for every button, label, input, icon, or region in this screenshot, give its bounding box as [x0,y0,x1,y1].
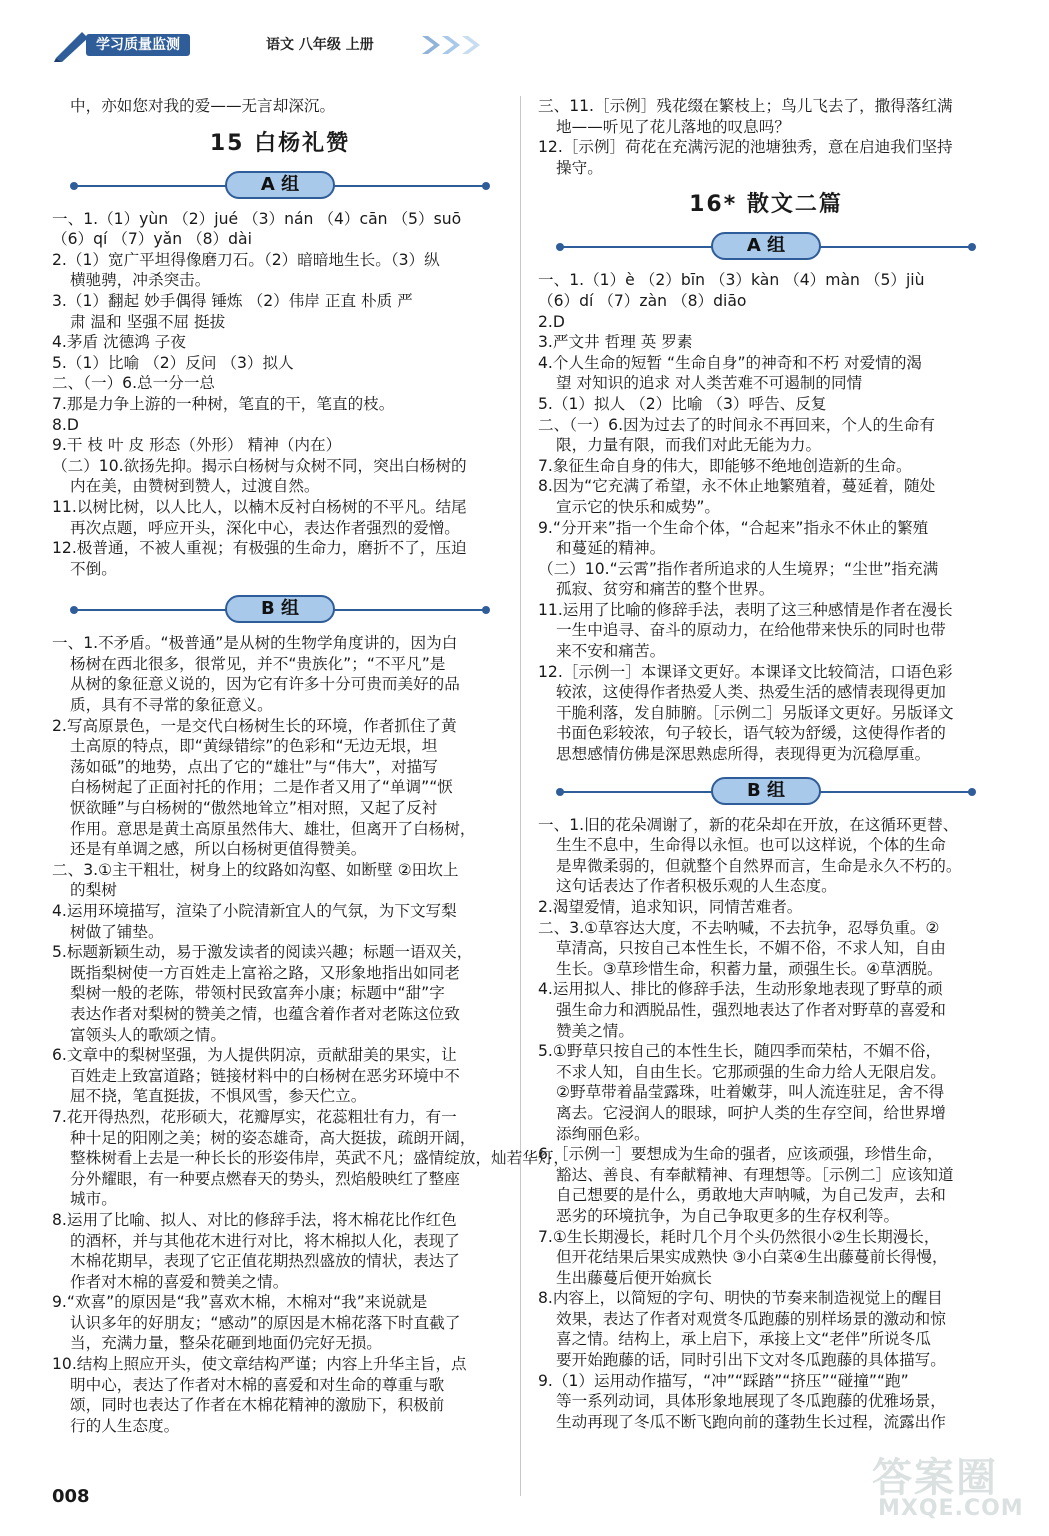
answer-line: 当，充满力量，整朵花砸到地面仍完好无损。 [70,1334,382,1353]
answer-line: 内在美，由赞树到赞人，过渡自然。 [70,477,320,496]
answer-line: 不求人知，自由生长。它那顽强的生命力给人无限启发。 [556,1062,946,1081]
answer-line: 10.结构上照应开头，使文章结构严谨；内容上升华主旨，点 [52,1355,467,1374]
answer-line: 作者对木棉的喜爱和赞美之情。 [70,1272,289,1291]
answer-line: 种十足的阳刚之美；树的姿态雄奇，高大挺拔，疏朗开阔， [70,1128,476,1147]
answer-line: 木棉花期早，表现了它正值花期热烈盛放的情状，表达了 [70,1252,460,1271]
running-header [52,28,452,62]
answer-line: 一、1.（1）yùn （2）jué （3）nán （4）cān （5）suō [52,209,462,228]
group-a-header [52,171,508,201]
answer-line: 5.标题新颖生动，易于激发读者的阅读兴趣；标题一语双关， [52,943,473,962]
right-group-a-answers [538,270,994,764]
answer-line: 树做了铺垫。 [70,922,164,941]
answer-line: 5.①野草只按自己的本性生长，随四季而荣枯，不媚不俗， [538,1042,942,1061]
group-b-header [52,595,508,625]
answer-line: 喜之情。结构上，承上启下，承接上文“老伴”所说冬瓜 [556,1330,931,1349]
answer-line: 要开始跑藤的话，同时引出下文对冬瓜跑藤的具体描写。 [556,1351,946,1370]
answer-line: 一生中追寻、奋斗的原动力，在给他带来快乐的同时也带 [556,621,946,640]
answer-line: 12.极普通，不被人重视；有极强的生命力，磨折不了，压迫 [52,539,467,558]
answer-line: 荡如砥”的地势，点出了它的“雄壮”与“伟大”，对描写 [70,757,438,776]
answer-line: 这句话表达了作者积极乐观的人生态度。 [556,877,837,896]
series-title: 学习质量监测 [86,34,190,56]
watermark-url: MXQE.COM [878,1496,1024,1521]
answer-line: 是卑微柔弱的，但就整个自然界而言，生命是永久不朽的。 [556,856,962,875]
answer-line: 二、（一）6.总一分一总 [52,374,216,393]
answer-line: 8.D [52,415,79,434]
answer-line: 一、1.（1）è （2）bīn （3）kàn （4）màn （5）jiù [538,271,925,290]
answer-line: 6.［示例一］要想成为生命的强者，应该顽强，珍惜生命， [538,1145,943,1164]
answer-line: 作用。意思是黄土高原虽然伟大、雄壮，但离开了白杨树， [70,819,476,838]
answer-line: 11.运用了比喻的修辞手法，表明了这三种感情是作者在漫长 [538,600,953,619]
answer-line: 生出藤蔓后便开始疯长 [556,1268,712,1287]
right-continued-answers [538,96,994,178]
answer-line: 思想感情仿佛是深思熟虑所得，表现得更为沉稳厚重。 [556,745,931,764]
group-b-header [538,777,994,807]
answer-line: 梨树一般的老陈，带领村民致富奔小康；标题中“甜”字 [70,984,445,1003]
answer-line: 草清高，只按自己本性生长，不媚不俗，不求人知，自由 [556,939,946,958]
answer-line: 来不安和痛苦。 [556,642,666,661]
answer-line: 还是有单调之感，所以白杨树更值得赞美。 [70,840,367,859]
answer-line: 赞美之情。 [556,1021,634,1040]
answer-line: 9.“分开来”指一个生命个体，“合起来”指永不休止的繁殖 [538,518,929,537]
column-divider [520,96,521,1496]
answer-line: 2.D [538,312,565,331]
answer-line: 5.（1）拟人 （2）比喻 （3）呼告、反复 [538,394,827,413]
answer-line: 百姓走上致富道路；链接材料中的白杨树在恶劣环境中不 [70,1066,460,1085]
answer-line: 8.运用了比喻、拟人、对比的修辞手法，将木棉花比作红色 [52,1210,457,1229]
answer-line: 二、3.①草容达大度，不去呐喊，不去抗争，忍辱负重。② [538,918,940,937]
answer-line: 的梨树 [70,881,117,900]
lesson-title-15: 15 白杨礼赞 [209,130,351,156]
watermark [872,1446,1032,1526]
answer-line: 屈不挠，笔直挺拔，不惧风雪，参天伫立。 [70,1087,367,1106]
answer-line: 操守。 [556,158,603,177]
answer-line: 7.花开得热烈，花形硕大，花瓣厚实，花蕊粗壮有力，有一 [52,1107,457,1126]
group-b-badge: B 组 [225,595,335,623]
answer-line: 城市。 [70,1190,117,1209]
answer-line: 2.写高原景色，一是交代白杨树生长的环境，作者抓住了黄 [52,716,457,735]
answer-line: 5.（1）比喻 （2）反问 （3）拟人 [52,353,294,372]
answer-line: 生长。③草珍惜生命，积蓄力量，顽强生长。④草洒脱。 [556,959,943,978]
answer-line: 9.“欢喜”的原因是“我”喜欢木棉，木棉对“我”来说就是 [52,1293,428,1312]
answer-line: 12.［示例］荷花在充满污泥的池塘独秀，意在启迪我们坚持 [538,138,953,157]
left-group-a-answers [52,209,508,580]
answer-line: 2.渴望爱情，追求知识，同情苦难者。 [538,898,803,916]
answer-line: 颂，同时也表达了作者在木棉花精神的激励下，积极前 [70,1396,445,1415]
answer-line: 自己想要的是什么，勇敢地大声呐喊，为自己发声，去和 [556,1186,946,1205]
answer-line: 行的人生态度。 [70,1416,180,1435]
answer-line: 7.象征生命自身的伟大，即能够不绝地创造新的生命。 [538,456,912,475]
answer-line: 2.（1）宽广平坦得像磨刀石。（2）暗暗地生长。（3）纵 [52,250,440,269]
answer-line: 4.运用环境描写，渲染了小院清新宜人的气氛，为下文写梨 [52,902,457,920]
answer-line: 9.（1）运用动作描写，“冲”“踩踏”“挤压”“碰撞”“跑” [538,1371,909,1390]
answer-line: 孤寂、贫穷和痛苦的整个世界。 [556,580,775,599]
left-group-b-answers [52,633,570,1436]
answer-line: 强生命力和洒脱品性，强烈地表达了作者对野草的喜爱和 [556,1000,946,1019]
page-number: 008 [52,1486,90,1507]
answer-line: 土高原的特点，即“黄绿错综”的色彩和“无边无垠，坦 [70,737,438,756]
answer-line: 8.因为“它充满了希望，永不休止地繁殖着，蔓延着，随处 [538,477,936,496]
answer-line: 再次点题，呼应开头，深化中心，表达作者强烈的爱憎。 [70,518,460,537]
answer-line: 生生不息中，生命得以永恒。也可以这样说，个体的生命 [556,836,946,855]
answer-line: 从树的象征意义说的，因为它有许多十分可贵而美好的品 [70,675,460,694]
answer-line: 认识多年的好朋友；“感动”的原因是木棉花落下时直截了 [70,1313,461,1332]
answer-line: 6.文章中的梨树坚强，为人提供阴凉，贡献甜美的果实，让 [52,1046,457,1065]
answer-line: 二、3.①主干粗壮，树身上的纹路如沟壑、如断壁 ②田坎上 [52,860,459,879]
answer-line: 离去。它浸润人的眼球，呵护人类的生存空间，给世界增 [556,1103,946,1122]
answer-line: 生动再现了冬瓜不断飞跑向前的蓬勃生长过程，流露出作 [556,1412,946,1431]
answer-line: 一、1.不矛盾。“极普通”是从树的生物学角度讲的，因为白 [52,634,458,653]
lesson-title-16: 16* 散文二篇 [689,192,843,218]
answer-line: 书面色彩较浓，句子较长，语气较为舒缓，这使得作者的 [556,724,946,743]
answer-line: 一、1.旧的花朵凋谢了，新的花朵却在开放，在这循环更替、 [538,815,959,834]
intro-line: 中，亦如您对我的爱——无言却深沉。 [70,97,336,115]
answer-line: 望 对知识的追求 对人类苦难不可遏制的同情 [556,374,863,393]
answer-line: 白杨树起了正面衬托的作用；二是作者又用了“单调”“恹 [70,778,453,797]
answer-line: 4.运用拟人、排比的修辞手法，生动形象地表现了野草的顽 [538,980,943,999]
answer-line: 肃 温和 坚强不屈 挺拔 [70,312,226,331]
answer-line: 三、11.［示例］残花缀在繁枝上；鸟儿飞去了，撒得落红满 [538,97,953,115]
answer-line: 等一系列动词，具体形象地展现了冬瓜跑藤的优雅场景， [556,1392,946,1411]
answer-line: 表达作者对梨树的赞美之情，也蕴含着作者对老陈这位致 [70,1004,460,1023]
answer-line: 恹欲睡”与白杨树的“傲然地耸立”相对照，又起了反衬 [70,799,438,818]
answer-line: （6）qí （7）yǎn （8）dài [52,230,252,249]
answer-line: 7.那是力争上游的一种树，笔直的干，笔直的枝。 [52,394,395,413]
watermark-text: 答案圈 [872,1455,998,1501]
answer-line: 质，具有不寻常的象征意义。 [70,696,273,715]
answer-line: 分外耀眼，有一种要点燃春天的势头，烈焰般映红了整座 [70,1169,460,1188]
answer-line: 和蔓延的精神。 [556,539,666,558]
chevron-arrows-icon [420,34,490,56]
answer-line: 整株树看上去是一种长长的形姿伟岸，英武不凡；盛情绽放，灿若华灯， [70,1149,570,1168]
subject-info: 语文 八年级 上册 [266,37,374,53]
group-b-badge: B 组 [711,777,821,805]
answer-line: 富领头人的歌颂之情。 [70,1025,226,1044]
right-group-b-answers [538,815,994,1433]
answer-line: （二）10.“云霄”指作者所追求的人生境界；“尘世”指充满 [538,559,939,578]
answer-line: 杨树在西北很多，很常见，并不“贵族化”；“不平凡”是 [70,654,446,673]
group-a-header [538,232,994,262]
answer-line: ②野草带着晶莹露珠，吐着嫩芽，叫人流连驻足，舍不得 [556,1083,945,1102]
answer-line: 3.（1）翻起 妙手偶得 锤炼 （2）伟岸 正直 朴质 严 [52,291,413,310]
answer-line: 11.以树比树，以人比人，以楠木反衬白杨树的不平凡。结尾 [52,497,467,516]
right-column [538,96,994,1432]
answer-line: 地——听见了花儿落地的叹息吗？ [556,117,790,136]
answer-line: 较浓，这使得作者热爱人类、热爱生活的感情表现得更加 [556,683,946,702]
answer-line: 干脆利落，发自肺腑。［示例二］另版译文更好。另版译文 [556,703,954,722]
answer-line: 二、（一）6.因为过去了的时间永不再回来，个人的生命有 [538,415,935,434]
answer-line: 的酒杯，并与其他花木进行对比，将木棉拟人化，表现了 [70,1231,460,1250]
group-a-badge: A 组 [225,171,335,199]
answer-line: （6）dí （7）zàn （8）diāo [538,291,747,310]
answer-line: 7.①生长期漫长，耗时几个月个头仍然很小②生长期漫长， [538,1227,940,1246]
group-a-badge: A 组 [711,232,821,260]
answer-line: 豁达、善良、有奉献精神、有理想等。［示例二］应该知道 [556,1165,954,1184]
answer-line: 既指梨树使一方百姓走上富裕之路，又形象地指出如同老 [70,963,460,982]
answer-line: 9.干 枝 叶 皮 形态（外形） 精神（内在） [52,436,342,455]
answer-line: 4.个人生命的短暂 “生命自身”的神奇和不朽 对爱情的渴 [538,353,923,372]
answer-line: 3.严文井 哲理 英 罗素 [538,333,693,352]
answer-line: 8.内容上，以简短的字句、明快的节奏来制造视觉上的醒目 [538,1289,943,1308]
answer-line: （二）10.欲扬先抑。揭示白杨树与众树不同，突出白杨树的 [52,456,467,475]
answer-line: 限，力量有限，而我们对此无能为力。 [556,436,822,455]
answer-line: 恶劣的环境抗争，为自己争取更多的生存权利等。 [556,1206,900,1225]
answer-line: 宣示它的快乐和威势”。 [556,497,721,516]
answer-line: 12.［示例一］本课译文更好。本课译文比较简洁，口语色彩 [538,662,953,681]
answer-line: 不倒。 [70,559,117,578]
answer-line: 添绚丽色彩。 [556,1124,650,1143]
answer-line: 效果，表达了作者对观赏冬瓜跑藤的别样场景的激动和惊 [556,1309,946,1328]
answer-line: 4.茅盾 沈德鸿 子夜 [52,333,186,352]
answer-line: 但开花结果后果实成熟快 ③小白菜④生出藤蔓前长得慢， [556,1248,948,1267]
answer-line: 横驰骋，冲杀突击。 [70,271,211,290]
answer-line: 明中心，表达了作者对木棉的喜爱和对生命的尊重与歌 [70,1375,445,1394]
